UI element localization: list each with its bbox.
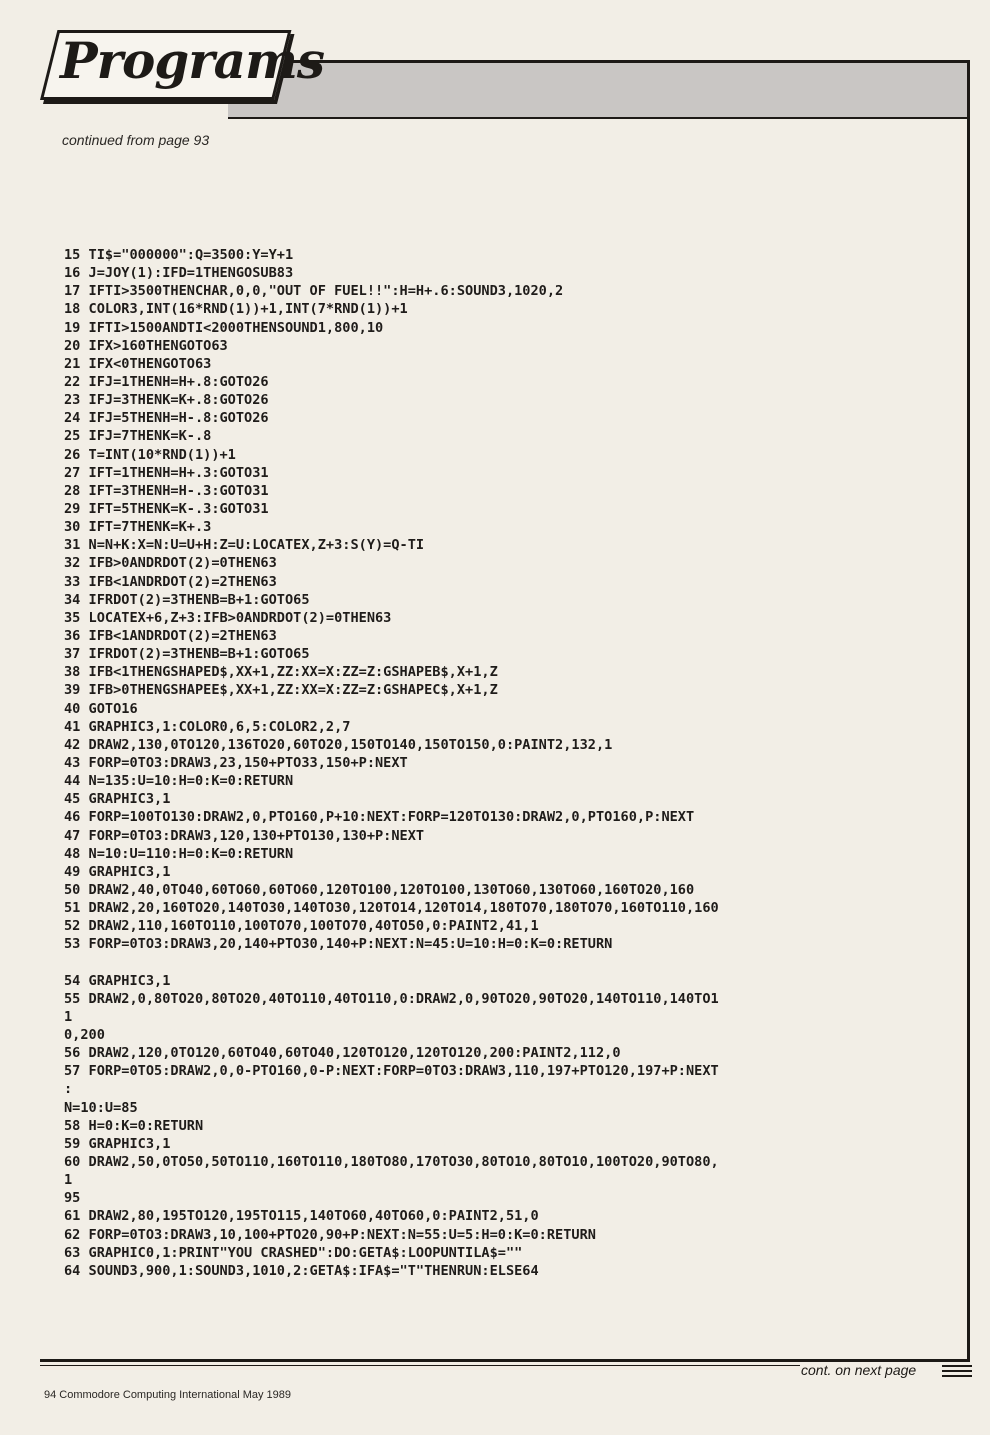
code-line	[64, 953, 964, 971]
code-line: :	[64, 1081, 73, 1098]
program-listing	[64, 246, 964, 1280]
code-line: 38 IFB<1THENGSHAPED$,XX+1,ZZ:XX=X:ZZ=Z:GSHAPEB$,X+1,Z	[64, 664, 498, 681]
code-line: 62 FORP=0TO3:DRAW3,10,100+PTO20,90+P:NEXT:N=55:U=5:H=0:K=0:RETURN	[64, 1226, 596, 1243]
code-line: 50 DRAW2,40,0TO40,60TO60,60TO60,120TO100,120TO100,130TO60,130TO60,160TO20,160	[64, 881, 695, 898]
code-line: 42 DRAW2,130,0TO120,136TO20,60TO20,150TO140,150TO150,0:PAINT2,132,1	[64, 736, 613, 753]
code-line: 95	[64, 1190, 81, 1207]
code-line: 59 GRAPHIC3,1	[64, 1135, 171, 1152]
code-line: 51 DRAW2,20,160TO20,140TO30,140TO30,120TO14,120TO14,180TO70,180TO70,160TO110,160	[64, 900, 719, 917]
code-line: 28 IFT=3THENH=H-.3:GOTO31	[64, 482, 269, 499]
code-line: 22 IFJ=1THENH=H+.8:GOTO26	[64, 373, 269, 390]
continued-note: continued from page 93	[62, 132, 210, 148]
continued-next-note: cont. on next page	[801, 1362, 917, 1378]
code-line: 32 IFB>0ANDRDOT(2)=0THEN63	[64, 555, 277, 572]
code-line: 58 H=0:K=0:RETURN	[64, 1117, 204, 1134]
code-line: 26 T=INT(10*RND(1))+1	[64, 446, 236, 463]
code-line: 31 N=N+K:X=N:U=U+H:Z=U:LOCATEX,Z+3:S(Y)=Q-TI	[64, 537, 425, 554]
end-bars	[942, 1365, 972, 1380]
code-line: 40 GOTO16	[64, 700, 138, 717]
code-line: 64 SOUND3,900,1:SOUND3,1010,2:GETA$:IFA$="T"THENRUN:ELSE64	[64, 1262, 539, 1279]
code-line: 25 IFJ=7THENK=K-.8	[64, 428, 212, 445]
code-line: 0,200	[64, 1027, 105, 1044]
page-title: Programs	[60, 31, 325, 90]
code-line: 15 TI$="000000":Q=3500:Y=Y+1	[64, 247, 294, 263]
code-line: 44 N=135:U=10:H=0:K=0:RETURN	[64, 773, 294, 790]
code-line: 56 DRAW2,120,0TO120,60TO40,60TO40,120TO120,120TO120,200:PAINT2,112,0	[64, 1045, 621, 1062]
bottom-rule-thin	[40, 1365, 800, 1366]
header-band	[228, 60, 970, 119]
code-line: 48 N=10:U=110:H=0:K=0:RETURN	[64, 845, 294, 862]
code-line: 45 GRAPHIC3,1	[64, 791, 171, 808]
code-line: 63 GRAPHIC0,1:PRINT"YOU CRASHED":DO:GETA$:LOOPUNTILA$=""	[64, 1244, 523, 1261]
right-border-rule	[967, 60, 970, 1360]
code-line: 1	[64, 1172, 73, 1189]
code-line: 35 LOCATEX+6,Z+3:IFB>0ANDRDOT(2)=0THEN63	[64, 609, 392, 626]
code-line: 37 IFRDOT(2)=3THENB=B+1:GOTO65	[64, 646, 310, 663]
code-line: 24 IFJ=5THENH=H-.8:GOTO26	[64, 410, 269, 427]
code-line: 29 IFT=5THENK=K-.3:GOTO31	[64, 500, 269, 517]
code-line: 1	[64, 1008, 73, 1025]
code-line: 30 IFT=7THENK=K+.3	[64, 519, 212, 536]
code-line: 47 FORP=0TO3:DRAW3,120,130+PTO130,130+P:NEXT	[64, 827, 425, 844]
code-line: 60 DRAW2,50,0TO50,50TO110,160TO110,180TO80,170TO30,80TO10,80TO10,100TO20,90TO80,	[64, 1154, 719, 1171]
code-line: 39 IFB>0THENGSHAPEE$,XX+1,ZZ:XX=X:ZZ=Z:GSHAPEC$,X+1,Z	[64, 682, 498, 699]
code-line: 19 IFTI>1500ANDTI<2000THENSOUND1,800,10	[64, 319, 384, 336]
code-line: N=10:U=85	[64, 1099, 138, 1116]
code-line: 46 FORP=100TO130:DRAW2,0,PTO160,P+10:NEXT:FORP=120TO130:DRAW2,0,PTO160,P:NEXT	[64, 809, 695, 826]
code-line: 16 J=JOY(1):IFD=1THENGOSUB83	[64, 265, 294, 282]
code-line: 61 DRAW2,80,195TO120,195TO115,140TO60,40TO60,0:PAINT2,51,0	[64, 1208, 539, 1225]
code-line: 34 IFRDOT(2)=3THENB=B+1:GOTO65	[64, 591, 310, 608]
code-line: 52 DRAW2,110,160TO110,100TO70,100TO70,40TO50,0:PAINT2,41,1	[64, 918, 539, 935]
code-line: 54 GRAPHIC3,1	[64, 972, 171, 989]
code-line: 57 FORP=0TO5:DRAW2,0,0-PTO160,0-P:NEXT:FORP=0TO3:DRAW3,110,197+PTO120,197+P:NEXT	[64, 1063, 719, 1080]
code-line: 17 IFTI>3500THENCHAR,0,0,"OUT OF FUEL!!":H=H+.6:SOUND3,1020,2	[64, 283, 564, 300]
code-line: 21 IFX<0THENGOTO63	[64, 355, 212, 372]
code-line: 55 DRAW2,0,80TO20,80TO20,40TO110,40TO110,0:DRAW2,0,90TO20,90TO20,140TO110,140TO1	[64, 990, 719, 1007]
code-line: 27 IFT=1THENH=H+.3:GOTO31	[64, 464, 269, 481]
code-line: 36 IFB<1ANDRDOT(2)=2THEN63	[64, 627, 277, 644]
code-line: 41 GRAPHIC3,1:COLOR0,6,5:COLOR2,2,7	[64, 718, 351, 735]
code-line: 53 FORP=0TO3:DRAW3,20,140+PTO30,140+P:NEXT:N=45:U=10:H=0:K=0:RETURN	[64, 936, 613, 953]
code-line: 43 FORP=0TO3:DRAW3,23,150+PTO33,150+P:NEXT	[64, 754, 408, 771]
code-line: 33 IFB<1ANDRDOT(2)=2THEN63	[64, 573, 277, 590]
page-footer: 94 Commodore Computing International May 1989	[44, 1389, 292, 1401]
code-line: 23 IFJ=3THENK=K+.8:GOTO26	[64, 392, 269, 409]
code-line: 49 GRAPHIC3,1	[64, 863, 171, 880]
code-line: 20 IFX>160THENGOTO63	[64, 337, 228, 354]
code-line: 18 COLOR3,INT(16*RND(1))+1,INT(7*RND(1))+1	[64, 301, 408, 318]
